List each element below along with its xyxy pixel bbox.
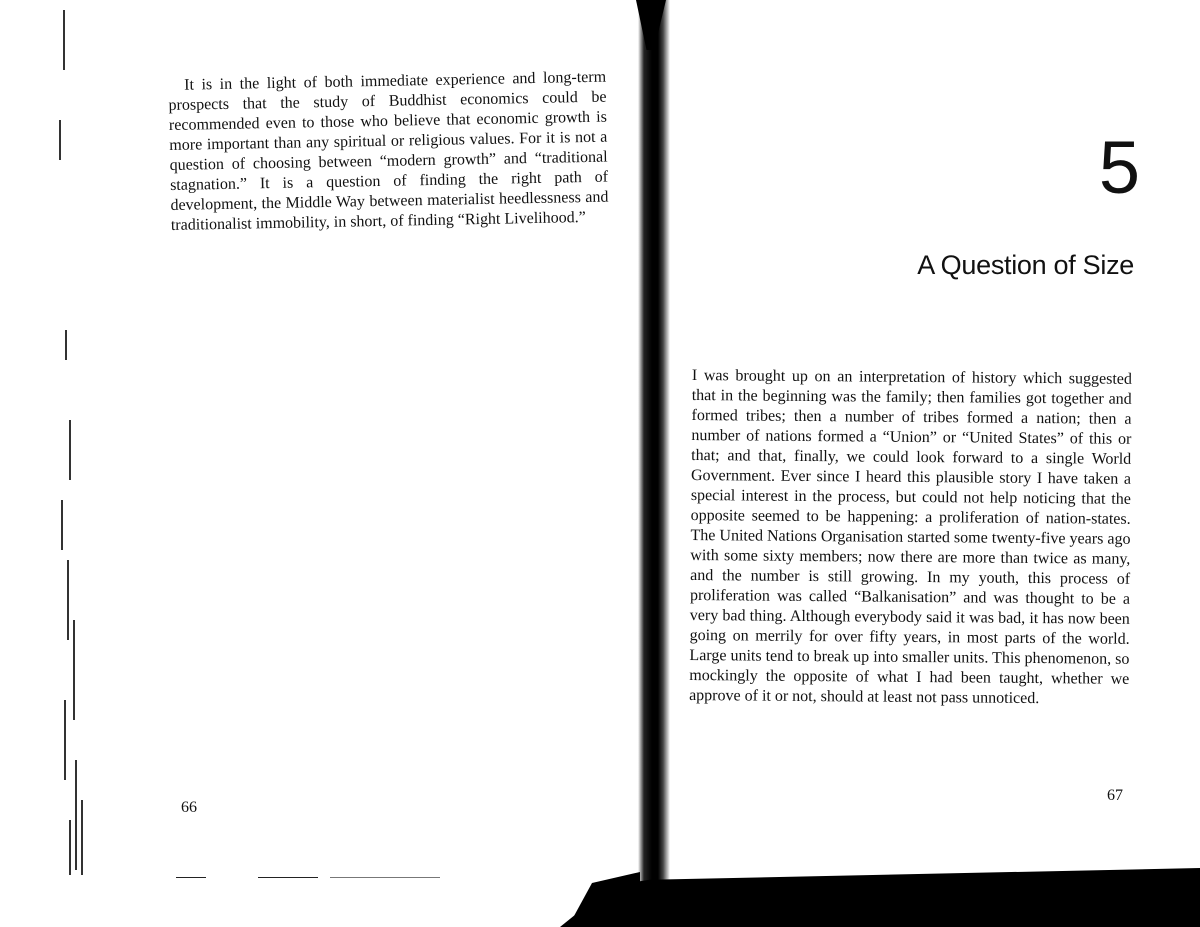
chapter-title: A Question of Size [917, 250, 1134, 280]
bottom-rule [258, 877, 318, 878]
left-page-edge-shadow [55, 0, 115, 880]
bottom-rule [176, 877, 206, 878]
left-page-number: 66 [181, 799, 197, 816]
right-page-body [689, 366, 1132, 710]
left-page-body [168, 68, 609, 236]
bottom-rule [330, 877, 440, 878]
right-page-paragraph: I was brought up on an interpretation of history which suggested that in the beginning was the family; then families got together and formed tribes; then a number of tribes formed a nation; then a number of nations formed a “Union” or “United States” of this or that; and that, finally, we could look forward to a single World Government. Ever since I heard this plausible story I have taken a special interest in the process, but could not help noticing that the opposite seemed to be happening: a proliferation of nation-states. The United Nations Organisation started some twenty-five years ago with some sixty members; now there are more than twice as many, and the number is still growing. In my youth, this process of proliferation was called “Balkanisation” and was thought to be a very bad thing. Although everybody said it was bad, it has now been going on merrily for over fifty years, in most parts of the world. Large units tend to break up into smaller units. This phenomenon, so mockingly the opposite of what I had been taught, whether we approve of it or not, should at least not pass unnoticed. [689, 366, 1132, 708]
left-page-paragraph: It is in the light of both immediate experience and long-term prospects that the study of Buddhist economics could be recommended even to those who believe that economic growth is more important than any spiritual or religious values. For it is not a question of choosing between “modern growth” and “traditional stagnation.” It is a question of finding the right path of development, the Middle Way between materialist heedlessness and traditionalist immobility, in short, of finding “Right Livelihood.” [168, 68, 609, 234]
right-page-number: 67 [1107, 787, 1123, 804]
book-spine [630, 0, 670, 927]
chapter-number: 5 [1098, 126, 1140, 209]
